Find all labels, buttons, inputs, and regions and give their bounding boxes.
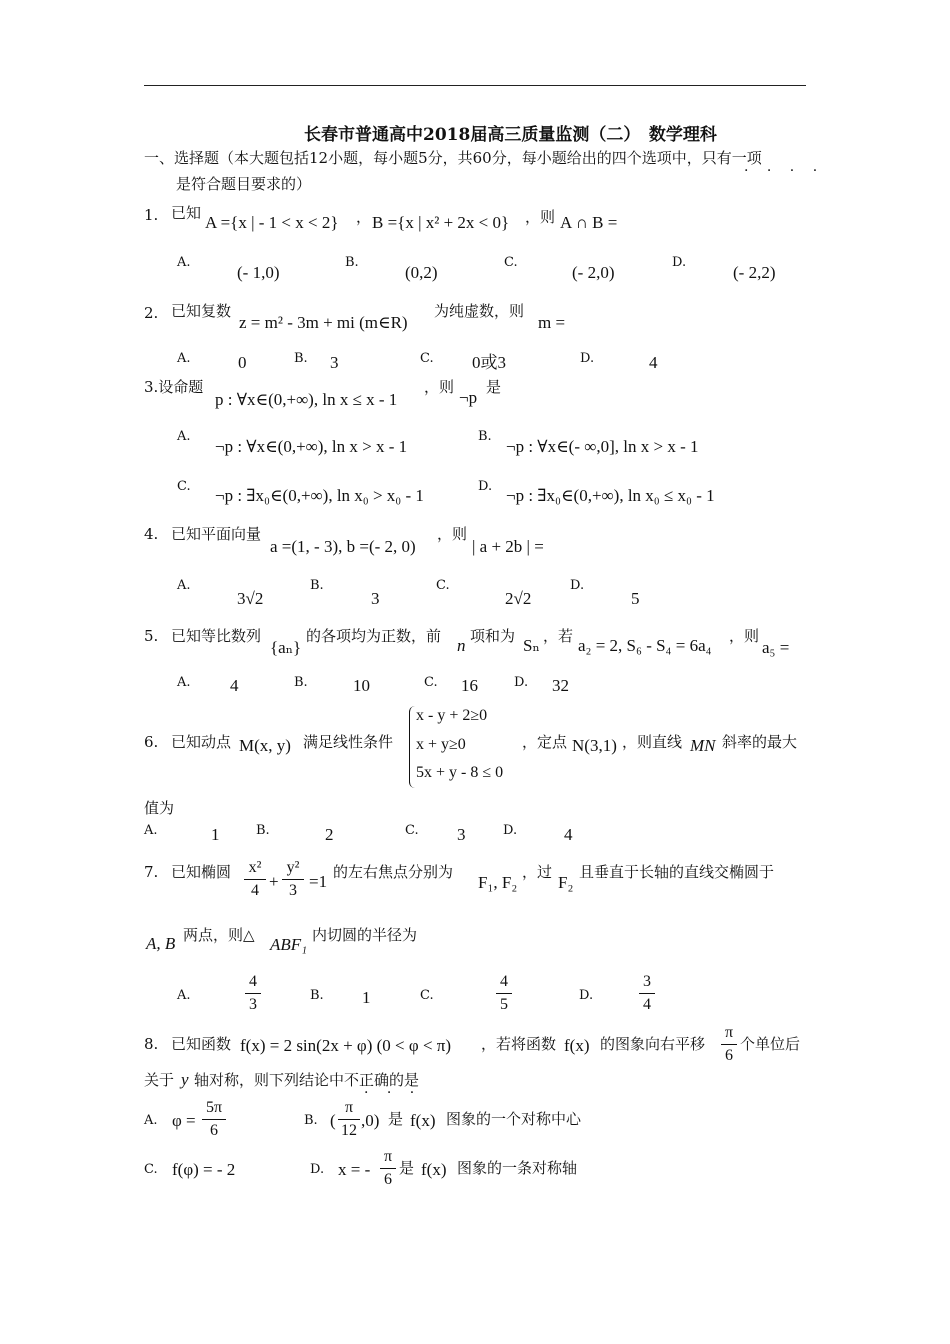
q4-number: 4. [144, 525, 159, 543]
q2-number: 2. [144, 304, 159, 322]
q8-option-d-frac [380, 1149, 396, 1188]
q6-constraint-1: x - y + 2≥0 [416, 707, 488, 724]
q8-text-2: ，若将函数 [481, 1035, 557, 1053]
q1-option-d-label: D. [672, 255, 687, 270]
q4-option-d-label: D. [570, 578, 585, 593]
q3-option-d-label: D. [478, 479, 493, 494]
q4-option-b-label: B. [310, 578, 324, 593]
q4-text: 已知平面向量 [171, 525, 262, 543]
q6-option-d-label: D. [503, 823, 518, 838]
q1-number: 1. [144, 206, 159, 224]
q2-option-c: 0或3 [472, 353, 506, 372]
q8-option-b-fx: f(x) [410, 1111, 436, 1130]
q4-option-a-label: A. [177, 578, 191, 593]
q2-option-d: 4 [649, 353, 658, 372]
q5-condition: a₂ = 2, S₆ - S₄ = 6a₄ [578, 636, 712, 655]
q5-text-4: ，若 [543, 627, 574, 645]
q6-point: M(x, y) [239, 736, 291, 755]
q6-option-c-label: C. [405, 823, 419, 838]
q8-option-a-den: 6 [210, 1122, 218, 1139]
q7-fraction-y-den: 3 [289, 882, 297, 899]
q8-function: f(x) = 2 sin(2x + φ) (0 < φ < π) [240, 1036, 452, 1055]
q8-emphasis-dots: · · · [364, 1085, 422, 1101]
q7-triangle: ABF₁ [270, 935, 308, 954]
q7-option-a [245, 974, 261, 1013]
q3-neg-p: ¬p [459, 388, 478, 407]
q8-text: 已知函数 [171, 1035, 232, 1053]
q7-text-4: 且垂直于长轴的直线交椭圆于 [579, 863, 775, 881]
q8-y: y [181, 1070, 189, 1089]
q6-number: 6. [144, 733, 159, 751]
q5-option-c-label: C. [424, 675, 438, 690]
q7-option-b-label: B. [310, 988, 324, 1003]
header-rule [144, 85, 806, 86]
q6-option-d: 4 [564, 825, 573, 844]
q5-ask: a₅ = [762, 638, 790, 657]
q6-fixed-point: N(3,1) [572, 736, 617, 755]
q8-number: 8. [144, 1035, 159, 1053]
q7-equals: =1 [309, 872, 328, 891]
q8-option-b-open: ( [330, 1111, 336, 1130]
q8-fx: f(x) [564, 1036, 590, 1055]
q6-text: 已知动点 [171, 733, 232, 751]
q1-option-c-label: C. [504, 255, 518, 270]
q7-fraction-y [282, 860, 304, 899]
q5-text: 已知等比数列 [171, 627, 262, 645]
q3-option-b-label: B. [478, 429, 492, 444]
q1-text-2: ，则 [525, 208, 556, 226]
q6-text-3: ，定点 [522, 733, 568, 751]
q1-set-a: A ={x | - 1 < x < 2} [205, 213, 339, 232]
q8-option-a-num: 5π [205, 1099, 223, 1116]
q6-option-b: 2 [325, 825, 334, 844]
q6-text-6: 值为 [144, 799, 175, 817]
q8-shift [721, 1025, 737, 1064]
q7-fraction-x [244, 860, 266, 899]
q1-comma: ， [356, 208, 372, 226]
q8-option-d-fx: f(x) [421, 1160, 447, 1179]
q5-option-a-label: A. [177, 675, 191, 690]
q4-option-d: 5 [631, 589, 640, 608]
q7-text-6: 内切圆的半径为 [312, 926, 418, 944]
q8-option-b-den: 12 [341, 1122, 357, 1139]
q6-option-b-label: B. [256, 823, 270, 838]
q7-foci: F₁, F₂ [478, 873, 518, 892]
q8-option-d-text-2: 图象的一条对称轴 [457, 1159, 578, 1177]
emphasis-dots: · · · · [744, 163, 825, 179]
q6-option-a: 1 [211, 825, 220, 844]
q1-option-b: (0,2) [405, 263, 438, 282]
q5-option-a: 4 [230, 676, 239, 695]
q8-option-d-den: 6 [384, 1171, 392, 1188]
q5-n: n [457, 636, 466, 655]
q4-ask: | a + 2b | = [472, 537, 544, 556]
q8-option-d-lhs: x = - [338, 1160, 371, 1179]
q1-set-b: B ={x | x² + 2x < 0} [372, 213, 510, 232]
q8-option-a-label: A. [144, 1113, 158, 1128]
q7-fraction-x-num: x² [248, 859, 262, 876]
q1-option-a-label: A. [177, 255, 191, 270]
q1-ask: A ∩ B = [560, 213, 618, 232]
q3-text-2: ，则 [424, 378, 455, 396]
q1-option-c: (- 2,0) [572, 263, 615, 282]
q3-option-c: ¬p : ∃x₀∈(0,+∞), ln x₀ > x₀ - 1 [215, 486, 424, 505]
q7-option-d-label: D. [579, 988, 594, 1003]
q7-number: 7. [144, 863, 159, 881]
q8-text-4: 个单位后 [740, 1035, 801, 1053]
q3-number: 3.设命题 [144, 378, 204, 396]
q2-option-b-label: B. [294, 351, 308, 366]
q6-text-2: 满足线性条件 [303, 733, 394, 751]
q4-option-c-label: C. [436, 578, 450, 593]
q1-option-d: (- 2,2) [733, 263, 776, 282]
q5-text-2: 的各项均为正数，前 [306, 627, 442, 645]
q5-option-b: 10 [353, 676, 370, 695]
section-heading-cont: 是符合题目要求的） [176, 175, 312, 193]
q7-option-d-den: 4 [643, 996, 651, 1013]
q4-option-b: 3 [371, 589, 380, 608]
q8-option-b-frac [338, 1100, 360, 1139]
q2-option-b: 3 [330, 353, 339, 372]
q8-option-d-text: 是 [399, 1159, 415, 1177]
q5-option-d: 32 [552, 676, 569, 695]
q7-fraction-y-num: y² [286, 859, 300, 876]
q3-expression: p : ∀x∈(0,+∞), ln x ≤ x - 1 [215, 390, 398, 409]
q8-option-b-label: B. [304, 1113, 318, 1128]
q7-option-c-label: C. [420, 988, 434, 1003]
q6-constraint-3: 5x + y - 8 ≤ 0 [416, 764, 504, 781]
q7-points-ab: A, B [146, 934, 176, 953]
q4-text-2: ，则 [437, 525, 468, 543]
q1-option-b-label: B. [345, 255, 359, 270]
q6-text-4: ，则直线 [622, 733, 683, 751]
q7-text: 已知椭圆 [171, 863, 232, 881]
q5-text-5: ，则 [729, 627, 760, 645]
page-title: 长春市普通高中2018届高三质量监测（二） 数学理科 [304, 125, 717, 145]
q7-option-a-num: 4 [249, 973, 257, 990]
q7-plus: + [269, 872, 279, 891]
q8-option-d-num: π [383, 1148, 393, 1165]
q5-option-c: 16 [461, 676, 478, 695]
q7-option-c-den: 5 [500, 996, 508, 1013]
q7-option-c-num: 4 [500, 973, 508, 990]
q6-text-5: 斜率的最大 [722, 733, 798, 751]
q5-text-3: 项和为 [470, 627, 516, 645]
q2-ask: m = [538, 313, 566, 332]
q3-text-3: 是 [486, 378, 502, 396]
q8-text-6: 轴对称，则下列结论中不正确的是 [194, 1071, 420, 1089]
q4-expression: a =(1, - 3), b =(- 2, 0) [270, 537, 416, 556]
q2-option-d-label: D. [580, 351, 595, 366]
q3-option-b: ¬p : ∀x∈(- ∞,0], ln x > x - 1 [506, 437, 699, 456]
q8-text-3: 的图象向右平移 [600, 1035, 706, 1053]
q6-line-mn: MN [690, 736, 716, 755]
q2-text-2: 为纯虚数，则 [434, 302, 525, 320]
q7-option-c [496, 974, 512, 1013]
q8-shift-den: 6 [725, 1047, 733, 1064]
q4-option-c: 2√2 [505, 589, 532, 608]
q8-option-c: f(φ) = - 2 [172, 1160, 236, 1179]
q2-expression: z = m² - 3m + mi (m∈R) [239, 313, 408, 332]
q3-option-d: ¬p : ∃x₀∈(0,+∞), ln x₀ ≤ x₀ - 1 [506, 486, 715, 505]
q6-option-a-label: A. [144, 823, 158, 838]
q7-option-a-label: A. [177, 988, 191, 1003]
q1-option-a: (- 1,0) [237, 263, 280, 282]
q8-option-b-text: 是 [388, 1110, 404, 1128]
q3-option-c-label: C. [177, 479, 191, 494]
q7-option-a-den: 3 [249, 996, 257, 1013]
q1-text: 已知 [171, 204, 202, 222]
q7-f2: F₂ [558, 873, 574, 892]
q4-option-a: 3√2 [237, 589, 264, 608]
q3-option-a-label: A. [177, 429, 191, 444]
q8-option-c-label: C. [144, 1162, 158, 1177]
q8-option-b-close: ,0) [361, 1111, 380, 1130]
section-heading: 一、选择题（本大题包括12小题，每小题5分，共60分，每小题给出的四个选项中，只有一项 [144, 149, 762, 167]
q8-option-d-label: D. [310, 1162, 325, 1177]
q2-option-c-label: C. [420, 351, 434, 366]
q8-option-a-lhs: φ = [172, 1111, 196, 1130]
q2-option-a: 0 [238, 353, 247, 372]
q2-option-a-label: A. [177, 351, 191, 366]
q5-option-d-label: D. [514, 675, 529, 690]
q5-sequence: {aₙ} [270, 638, 302, 657]
q5-option-b-label: B. [294, 675, 308, 690]
q7-text-3: ，过 [522, 863, 553, 881]
q3-option-a: ¬p : ∀x∈(0,+∞), ln x > x - 1 [215, 437, 408, 456]
q8-shift-num: π [724, 1024, 734, 1041]
q7-option-d-num: 3 [643, 973, 651, 990]
q8-text-5: 关于 [144, 1071, 175, 1089]
q8-option-b-num: π [344, 1099, 354, 1116]
q8-option-b-text-2: 图象的一个对称中心 [446, 1110, 582, 1128]
q5-sn: Sₙ [523, 636, 540, 655]
q7-fraction-x-den: 4 [251, 882, 259, 899]
q7-text-2: 的左右焦点分别为 [333, 863, 454, 881]
q5-number: 5. [144, 627, 159, 645]
q2-text: 已知复数 [171, 302, 232, 320]
q7-text-5: 两点，则△ [183, 926, 255, 944]
q6-option-c: 3 [457, 825, 466, 844]
q7-option-d [639, 974, 655, 1013]
q7-option-b: 1 [362, 988, 371, 1007]
q8-option-a [202, 1100, 226, 1139]
q6-constraint-2: x + y≥0 [416, 736, 466, 753]
